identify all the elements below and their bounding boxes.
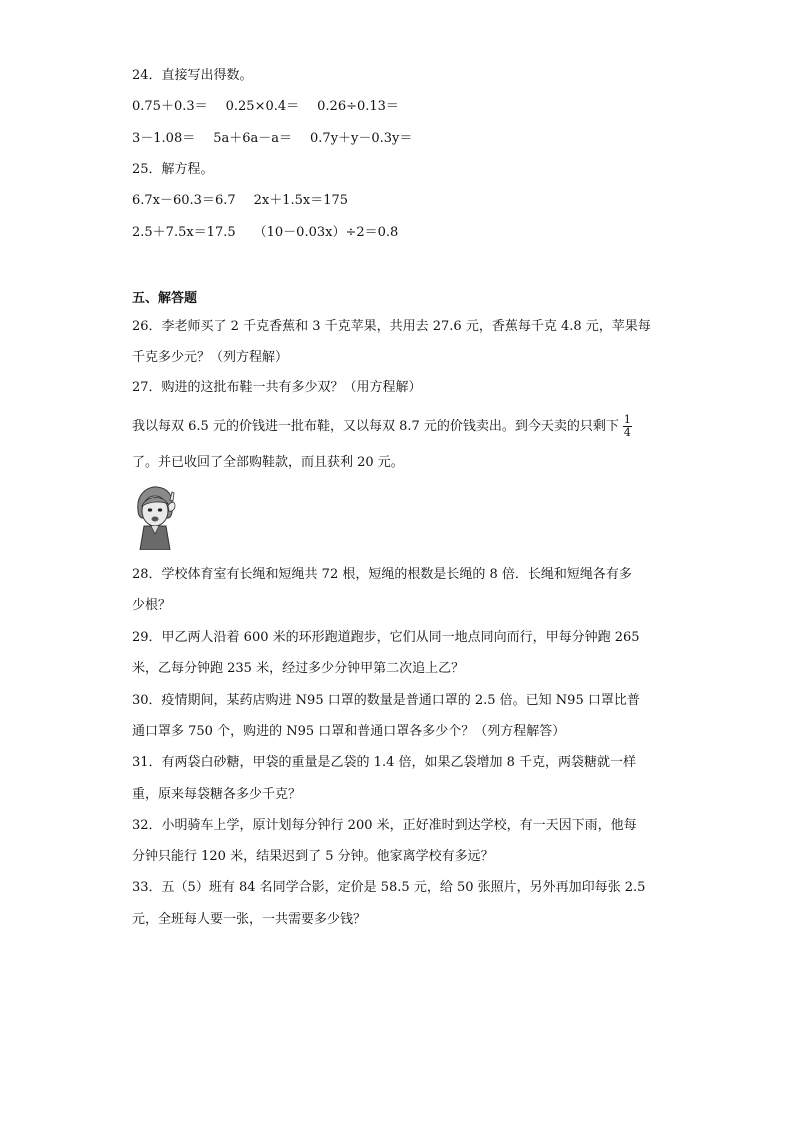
equation: 6.7x－60.3＝6.7 — [132, 193, 236, 208]
expr: 3－1.08＝ — [132, 131, 196, 146]
bubble-text: 我以每双 6.5 元的价钱进一批布鞋，又以每双 8.7 元的价钱卖出。到今天卖的只剩下 — [132, 419, 619, 434]
teacher-avatar-illustration — [132, 484, 178, 550]
expr: 0.26÷0.13＝ — [317, 99, 399, 114]
section-heading: 五、解答题 — [132, 291, 198, 306]
q33-line1: 33．五（5）班有 84 名同学合影，定价是 58.5 元，给 50 张照片，另外再加印每张 2.5 — [132, 880, 646, 895]
equation: 2.5＋7.5x＝17.5 — [132, 225, 236, 240]
q31-line2: 重，原来每袋糖各多少千克？ — [132, 787, 302, 802]
q25-title: 25．解方程。 — [132, 162, 214, 177]
q28-line1: 28．学校体育室有长绳和短绳共 72 根，短绳的根数是长绳的 8 倍．长绳和短绳各有多 — [132, 567, 632, 582]
q25-row1 — [132, 193, 348, 209]
fraction-denominator: 4 — [623, 426, 631, 439]
fraction-numerator: 1 — [623, 413, 631, 426]
equation: 2x＋1.5x＝175 — [253, 193, 349, 208]
fraction-one-quarter — [623, 414, 632, 439]
expr: 0.25×0.4＝ — [225, 99, 300, 114]
q27-bubble-line1 — [132, 414, 632, 439]
q29-line2: 米，乙每分钟跑 235 米，经过多少分钟甲第二次追上乙？ — [132, 661, 465, 676]
q25-row2 — [132, 225, 398, 241]
q31-line1: 31．有两袋白砂糖，甲袋的重量是乙袋的 1.4 倍，如果乙袋增加 8 千克，两袋糖就一样 — [132, 755, 637, 770]
q27-title: 27．购进的这批布鞋一共有多少双？（用方程解） — [132, 380, 422, 395]
equation: （10－0.03x）÷2＝0.8 — [253, 225, 399, 240]
q32-line2: 分钟只能行 120 米，结果迟到了 5 分钟。他家离学校有多远？ — [132, 849, 494, 864]
q24-row2 — [132, 131, 412, 147]
expr: 0.75＋0.3＝ — [132, 99, 208, 114]
q28-line2: 少根？ — [132, 598, 172, 613]
q24-title: 24．直接写出得数。 — [132, 68, 253, 83]
q33-line2: 元，全班每人要一张，一共需要多少钱？ — [132, 912, 367, 927]
expr: 5a＋6a－a＝ — [213, 131, 293, 146]
q26-line1: 26．李老师买了 2 千克香蕉和 3 千克苹果，共用去 27.6 元，香蕉每千克 4.8 元，苹果每 — [132, 319, 651, 334]
expr: 0.7y＋y－0.3y＝ — [310, 131, 413, 146]
q30-line1: 30．疫情期间，某药店购进 N95 口罩的数量是普通口罩的 2.5 倍。已知 N95 口罩比普 — [132, 693, 640, 708]
q27-bubble-line2: 了。并已收回了全部购鞋款，而且获利 20 元。 — [132, 455, 404, 470]
q26-line2: 千克多少元？（列方程解） — [132, 350, 289, 365]
q24-row1 — [132, 99, 399, 115]
q32-line1: 32．小明骑车上学，原计划每分钟行 200 米，正好准时到达学校，有一天因下雨，他每 — [132, 818, 637, 833]
q30-line2: 通口罩多 750 个，购进的 N95 口罩和普通口罩各多少个？（列方程解答） — [132, 724, 566, 739]
q29-line1: 29．甲乙两人沿着 600 米的环形跑道跑步，它们从同一地点同向而行，甲每分钟跑 265 — [132, 630, 640, 645]
